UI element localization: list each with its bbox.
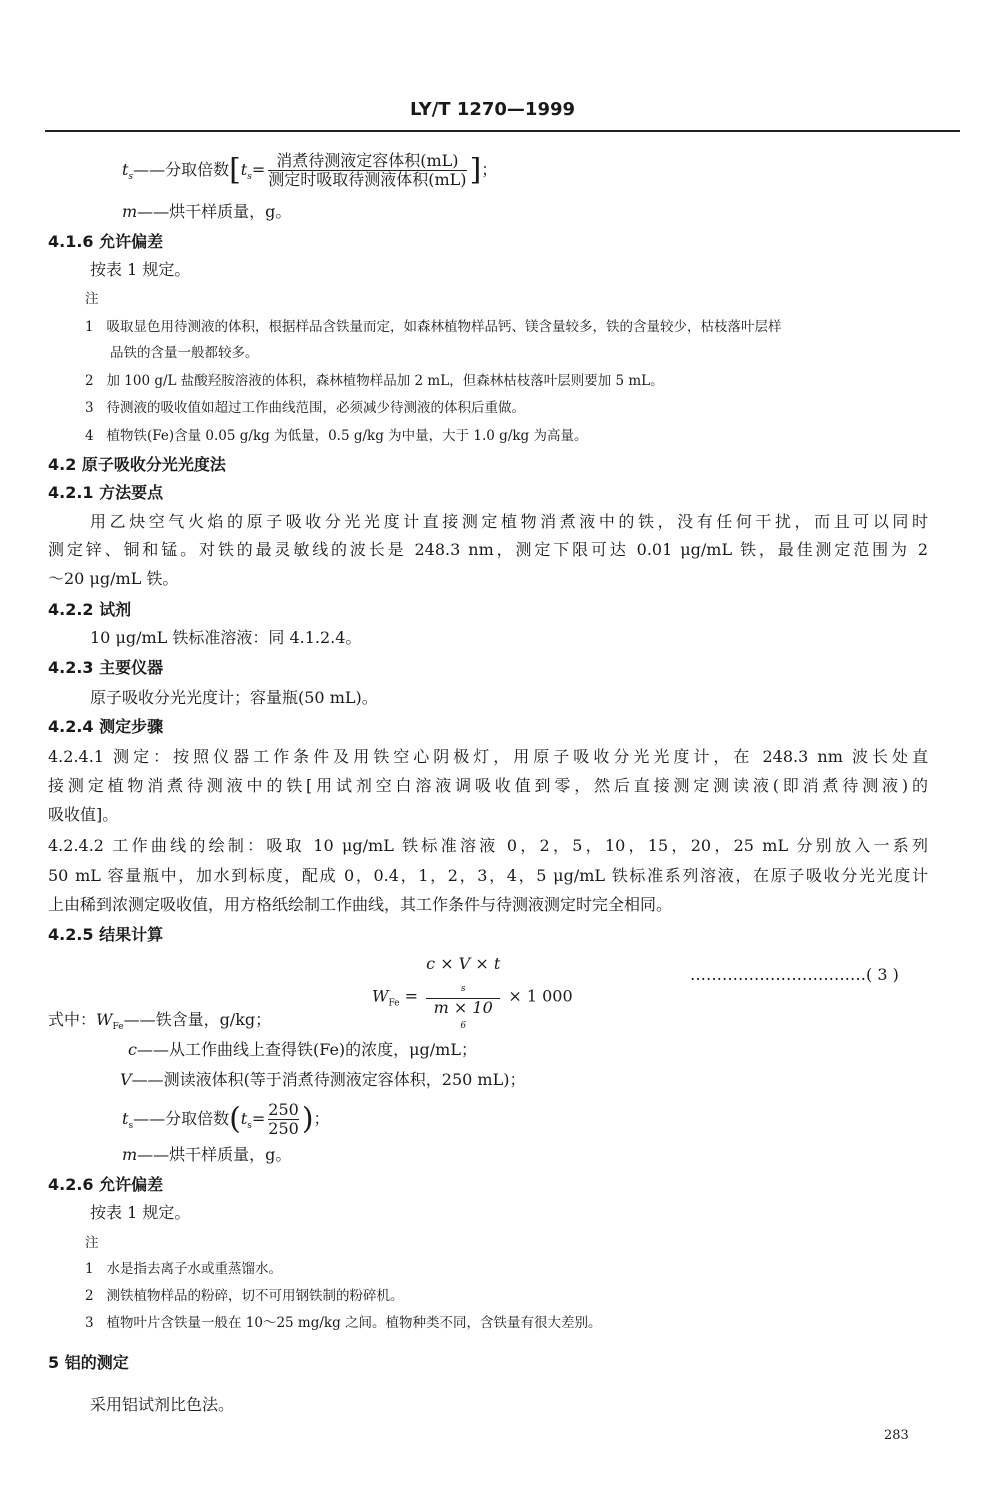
note-1 (85, 317, 781, 337)
para-4-2-1-line: ～20 μg/mL 铁。 (48, 569, 179, 588)
para-4-2-1-line: 用乙炔空气火焰的原子吸收分光光度计直接测定植物消煮液中的铁，没有任何干扰，而且可以同时 (90, 512, 928, 531)
ts-sub: s (128, 172, 134, 183)
where-prefix: 式中： (48, 1010, 97, 1029)
where-ts: $t_s——$分取倍数($t_s=$ $\frac{250}{250}$ )； (122, 1100, 330, 1138)
formula-num-sub: s (460, 984, 466, 995)
where-sub: s (128, 1121, 134, 1132)
where-sym: m (122, 1145, 138, 1164)
heading-4-2-3: 4.2.3 主要仪器 (48, 658, 164, 677)
heading-4-2-6: 4.2.6 允许偏差 (48, 1175, 164, 1194)
note-num: 2 (85, 373, 94, 389)
para-4-2-4-2-line: 4.2.4.2 工作曲线的绘制：吸取 10 μg/mL 铁标准溶液 0，2，5，10，15，20，25 mL 分别放入一系列 (48, 836, 928, 855)
formula-den-sup: 6 (460, 1021, 467, 1032)
ts-fraction (268, 152, 466, 189)
text-4-2-6: 按表 1 规定。 (90, 1203, 191, 1222)
where-wfe (48, 1010, 271, 1037)
note-num: 3 (85, 1315, 94, 1331)
heading-4-1-6: 4.1.6 允许偏差 (48, 232, 164, 251)
ts-definition: $t_s——$分取倍数[$t_s=$ $\frac{\text{消煮待测液定容体积(mL)}}{\text{测定时吸取待测液体积(mL)}}$ ]； (122, 151, 498, 189)
page-number: 283 (884, 1428, 909, 1443)
m-label: ——烘干样质量，g。 (137, 202, 292, 221)
note-text: 水是指去离子水或重蒸馏水。 (106, 1261, 282, 1277)
where-desc: ——铁含量，g/kg； (123, 1010, 272, 1029)
note-text: 植物铁(Fe)含量 0.05 g/kg 为低量，0.5 g/kg 为中量，大于 1.0 g/kg 为高量。 (106, 428, 588, 444)
note-label: 注 (85, 291, 99, 307)
heading-5: 5 铝的测定 (48, 1353, 129, 1372)
where-sym: W (96, 1010, 113, 1029)
note-text: 植物叶片含铁量一般在 10～25 mg/kg 之间。植物种类不同，含铁量有很大差别。 (106, 1315, 602, 1331)
note-num: 1 (85, 1261, 94, 1277)
where-desc: ——测读液体积(等于消煮待测液定容体积，250 mL)； (131, 1070, 526, 1089)
formula-tail: × 1 000 (508, 986, 573, 1006)
where-sub: Fe (112, 1022, 124, 1033)
note-2 (85, 1286, 403, 1306)
ts-sub-2: s (247, 172, 252, 183)
para-4-2-4-1-line: 接测定植物消煮待测液中的铁[用试剂空白溶液调吸收值到零，然后直接测定测读液(即消煮待测液)的 (48, 776, 928, 795)
note-3 (85, 398, 525, 418)
note-4 (85, 426, 588, 446)
note-2 (85, 371, 664, 391)
note-num: 1 (85, 319, 94, 335)
note-3 (85, 1313, 602, 1333)
ts-label: ——分取倍数 (133, 160, 230, 179)
formula-denominator: m × 10 (433, 998, 493, 1018)
formula-fraction (426, 955, 500, 1039)
standard-code-header: LY/T 1270—1999 (410, 99, 576, 120)
note-num: 4 (85, 428, 94, 444)
where-m (122, 1145, 291, 1165)
where-end: ； (313, 1109, 330, 1128)
formula-numerator: c × V × t (426, 954, 501, 973)
m-definition (122, 202, 291, 222)
note-1-cont: 品铁的含量一般都较多。 (110, 345, 259, 361)
para-4-2-4-2-line: 50 mL 容量瓶中，加水到标度，配成 0，0.4，1，2，3，4，5 μg/mL 铁标准系列溶液，在原子吸收分光光度计 (48, 866, 928, 885)
note-1 (85, 1259, 282, 1279)
heading-4-2-2: 4.2.2 试剂 (48, 600, 132, 619)
where-c (128, 1040, 477, 1060)
fraction-den: 250 (268, 1119, 299, 1138)
formula-lhs: W (372, 986, 389, 1006)
note-text: 加 100 g/L 盐酸羟胺溶液的体积，森林植物样品加 2 mL，但森林枯枝落叶层则要加 5 mL。 (106, 373, 664, 389)
heading-4-2-5: 4.2.5 结果计算 (48, 925, 164, 944)
where-desc: ——烘干样质量，g。 (137, 1145, 292, 1164)
header-rule (45, 130, 960, 132)
ts-end: ； (481, 160, 498, 179)
ts-denominator: 测定时吸取待测液体积(mL) (268, 170, 467, 189)
ts-symbol: t (122, 160, 129, 179)
text-4-2-3: 原子吸收分光光度计；容量瓶(50 mL)。 (90, 688, 378, 707)
where-sym: t (122, 1109, 129, 1128)
formula-eq: = (404, 986, 419, 1006)
text-4-2-2: 10 μg/mL 铁标准溶液：同 4.1.2.4。 (90, 628, 362, 647)
note-label: 注 (85, 1235, 99, 1251)
note-text: 测铁植物样品的粉碎，切不可用钢铁制的粉碎机。 (106, 1288, 404, 1304)
where-v (120, 1070, 525, 1090)
para-4-2-1-line: 测定锌、铜和锰。对铁的最灵敏线的波长是 248.3 nm，测定下限可达 0.01 μg/mL 铁，最佳测定范围为 2 (48, 540, 928, 559)
para-4-2-4-2-line: 上由稀到浓测定吸收值，用方格纸绘制工作曲线，其工作条件与待测液测定时完全相同。 (48, 895, 673, 914)
note-num: 3 (85, 400, 94, 416)
formula-number: ……………………………( 3 ) (690, 965, 899, 984)
para-4-2-4-1-line: 吸收值]。 (48, 805, 119, 824)
where-sym: c (128, 1040, 137, 1059)
ts-numerator: 消煮待测液定容体积(mL) (268, 152, 466, 171)
heading-4-2: 4.2 原子吸收分光光度法 (48, 455, 226, 474)
where-desc: ——分取倍数 (133, 1109, 230, 1128)
para-4-2-4-1-line: 4.2.4.1 测定：按照仪器工作条件及用铁空心阴极灯，用原子吸收分光光度计，在 248.3 nm 波长处直 (48, 747, 928, 766)
formula-3 (372, 955, 573, 1039)
text-5: 采用铝试剂比色法。 (90, 1395, 235, 1414)
where-sub-2: s (247, 1121, 252, 1132)
formula-lhs-sub: Fe (388, 998, 400, 1009)
where-sym: V (120, 1070, 132, 1089)
heading-4-2-4: 4.2.4 测定步骤 (48, 717, 164, 736)
m-symbol: m (122, 202, 138, 221)
where-eq: = (251, 1109, 266, 1128)
ts-fraction-250 (268, 1101, 299, 1138)
ts-eq: = (251, 160, 266, 179)
where-desc: ——从工作曲线上查得铁(Fe)的浓度，μg/mL； (136, 1040, 477, 1059)
text-4-1-6: 按表 1 规定。 (90, 260, 191, 279)
note-text: 待测液的吸收值如超过工作曲线范围，必须减少待测液的体积后重做。 (106, 400, 525, 416)
heading-4-2-1: 4.2.1 方法要点 (48, 483, 164, 502)
fraction-num: 250 (268, 1100, 299, 1119)
note-num: 2 (85, 1288, 94, 1304)
note-text: 吸取显色用待测液的体积，根据样品含铁量而定，如森林植物样品钙、镁含量较多，铁的含量较少，枯枝落叶层样 (106, 319, 782, 335)
